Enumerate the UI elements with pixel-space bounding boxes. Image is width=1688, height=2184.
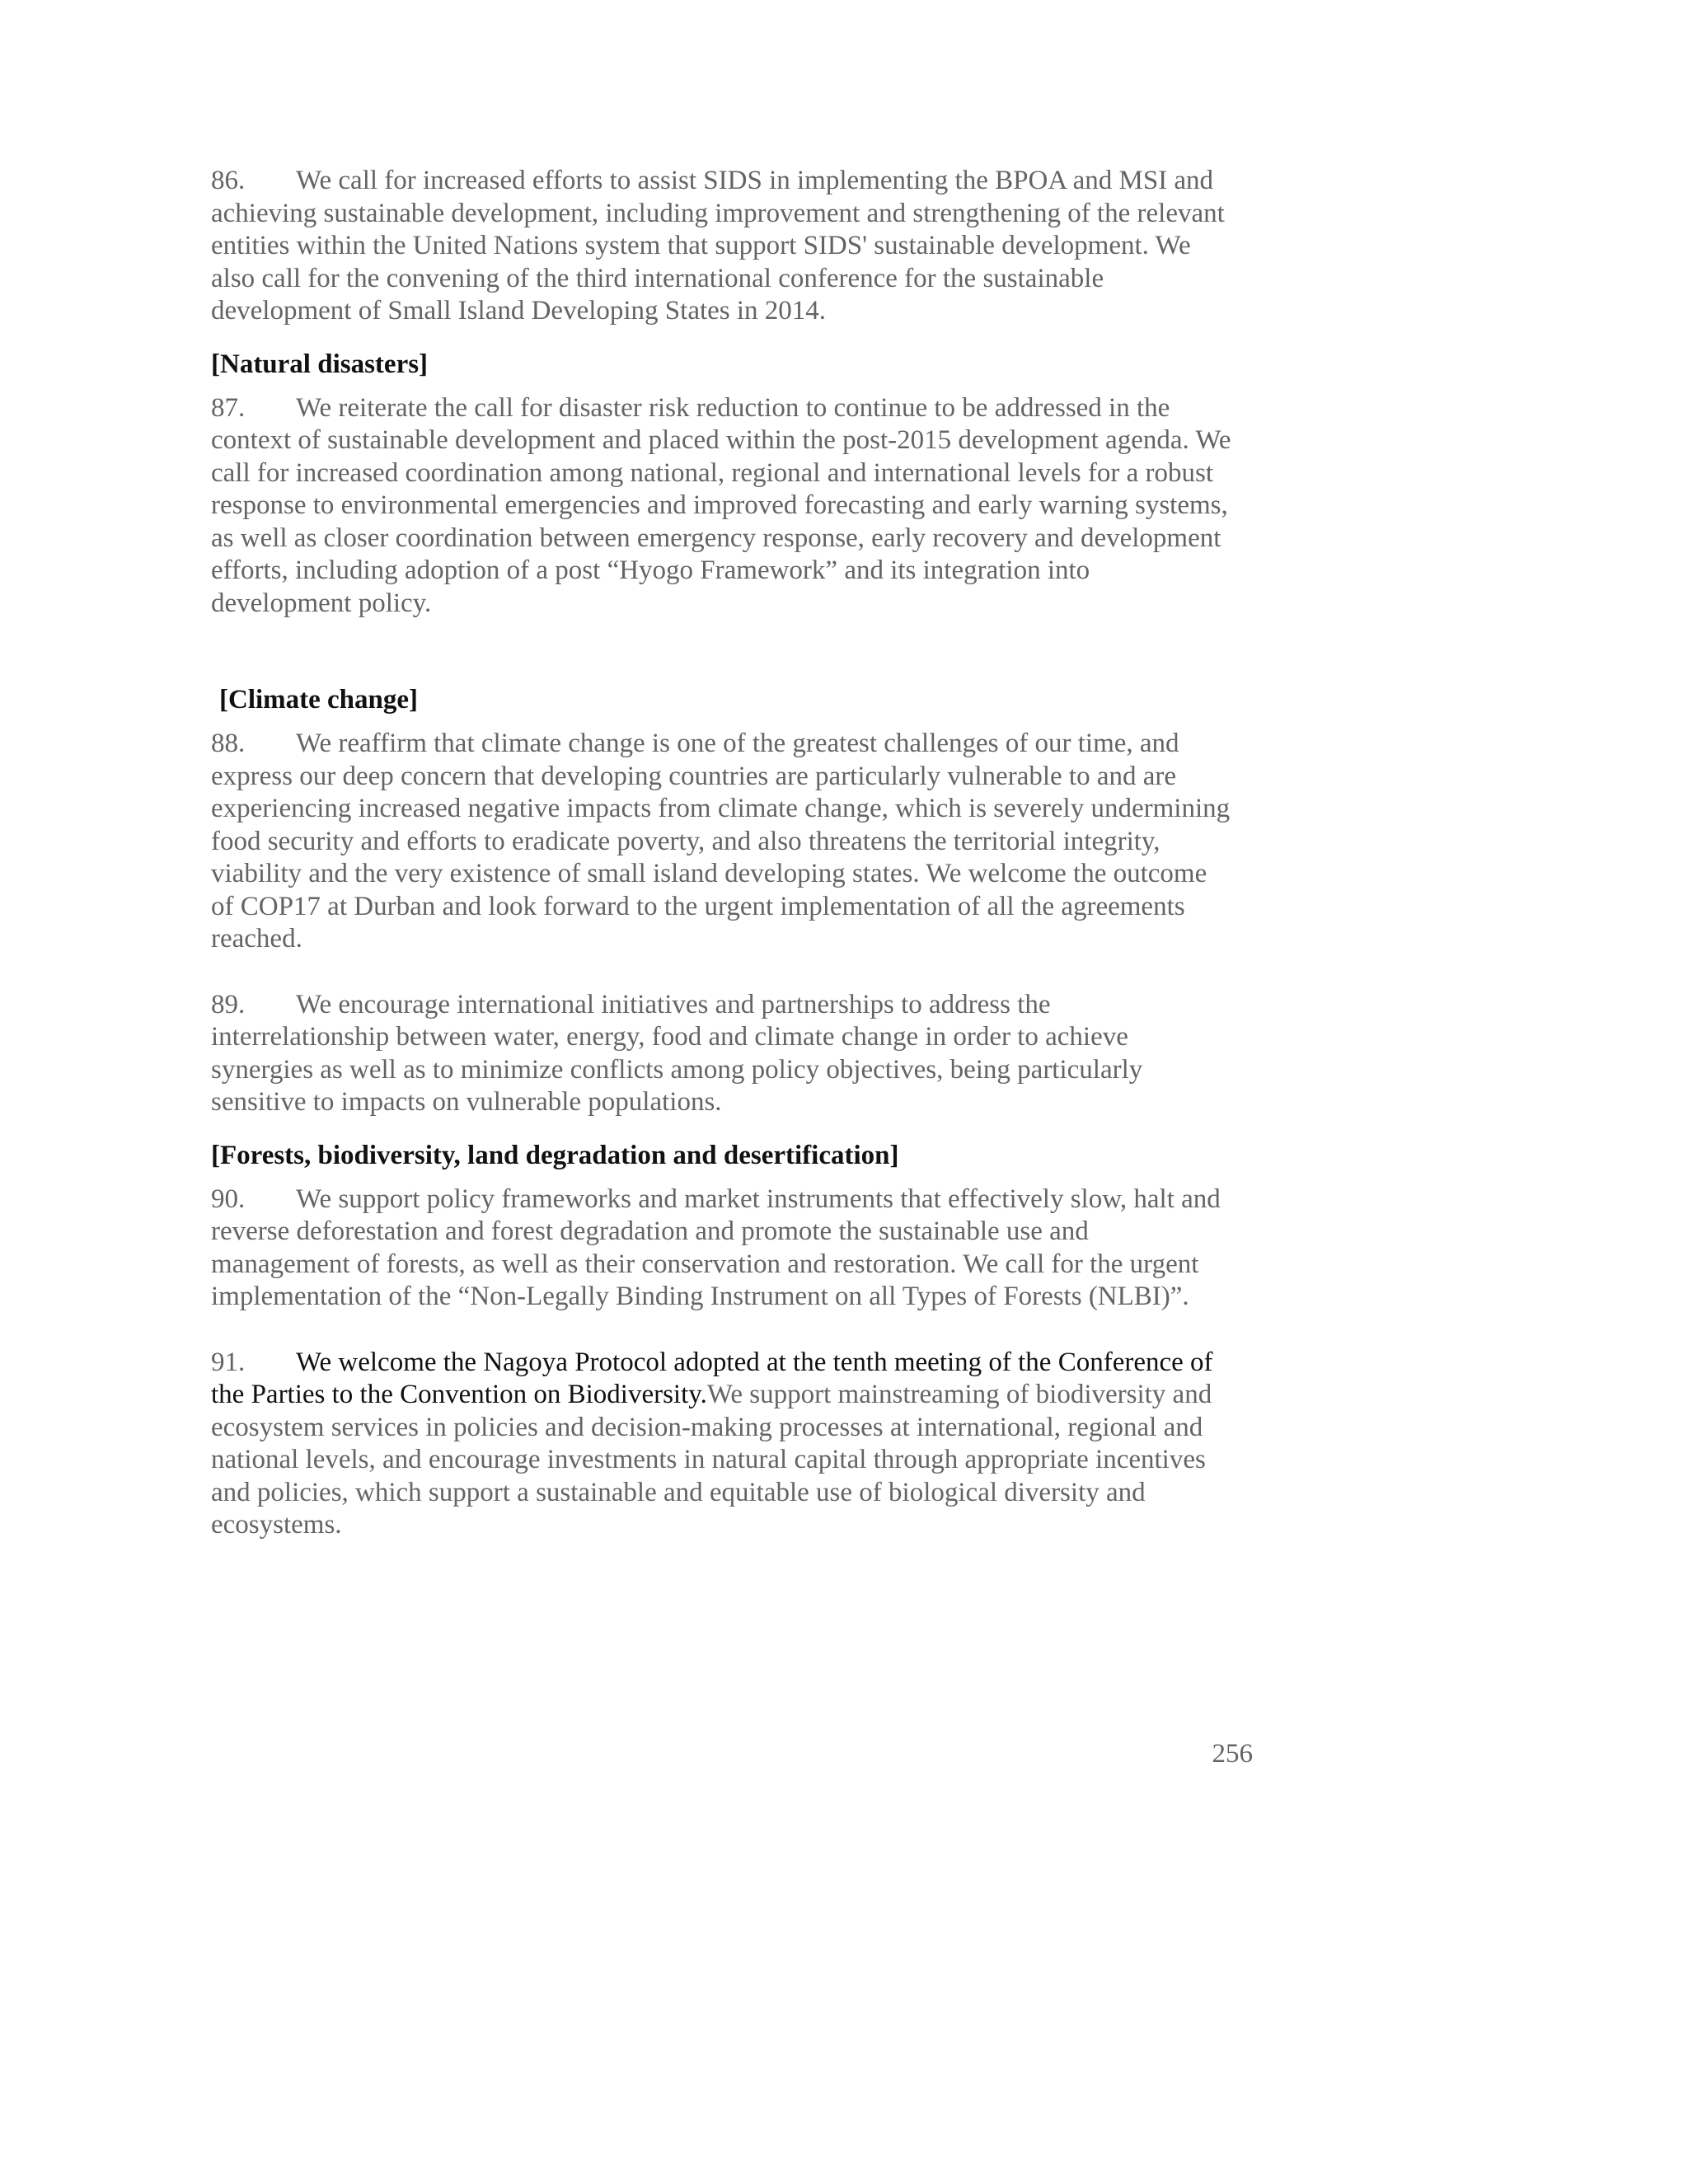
paragraph-number: 88. — [211, 729, 246, 758]
paragraph-90 — [211, 1183, 1233, 1314]
paragraph-91 — [211, 1347, 1233, 1542]
paragraph-text: We encourage international initiatives and partnerships to address the interrelationship between water, energy, food and climate change in order to achieve synergies as well as to minimize conflicts among policy objectives, being particularly sensitive to impacts on vulnerable populations. — [211, 989, 1143, 1117]
paragraph-text: We call for increased efforts to assist SIDS in implementing the BPOA and MSI and achieving sustainable development, including improvement and strengthening of the relevant entities within the United Nations system that support SIDS' sustainable development. We also call for the convening of the third international conference for the sustainable development of Small Island Developing States in 2014. — [211, 166, 1225, 326]
paragraph-text: We reiterate the call for disaster risk reduction to continue to be addressed in the context of sustainable development and placed within the post-2015 development agenda. We call for increased coordination among national, regional and international levels for a robust response to environmental emergencies and improved forecasting and early warning systems, as well as closer coordination between emergency response, early recovery and development efforts, including adoption of a post “Hyogo Framework” and its integration into development policy. — [211, 392, 1231, 618]
paragraph-86 — [211, 165, 1233, 328]
paragraph-text: We reaffirm that climate change is one of the greatest challenges of our time, and express our deep concern that developing countries are particularly vulnerable to and are experiencing increased negative impacts from climate change, which is severely undermining food security and efforts to eradicate poverty, and also threatens the territorial integrity, viability and the very existence of small island developing states. We welcome the outcome of COP17 at Durban and look forward to the urgent implementation of all the agreements reached. — [211, 729, 1231, 954]
paragraph-text: We support mainstreaming of biodiversity and ecosystem services in policies and decision-making processes at international, regional and national levels, and encourage investments in natural capital through appropriate incentives and policies, which support a sustainable and equitable use of biological diversity and ecosystems. — [211, 1380, 1212, 1540]
page-number: 256 — [1212, 1739, 1253, 1769]
paragraph-number: 91. — [211, 1347, 246, 1377]
paragraph-emphasis-text: We welcome the Nagoya Protocol adopted at the tenth meeting of the Conference of the Parties to the Convention on Biodiversity. — [211, 1347, 1213, 1409]
paragraph-number: 90. — [211, 1183, 246, 1214]
paragraph-number: 86. — [211, 166, 246, 195]
paragraph-89 — [211, 989, 1233, 1119]
paragraph-88 — [211, 728, 1233, 956]
paragraph-number: 89. — [211, 989, 246, 1019]
paragraph-number: 87. — [211, 392, 246, 423]
section-heading-climate-change: [Climate change] — [219, 685, 419, 715]
section-heading-forests: [Forests, biodiversity, land degradation and desertification] — [211, 1140, 899, 1170]
page-content — [211, 165, 1233, 1542]
paragraph-87 — [211, 392, 1233, 621]
paragraph-text: We support policy frameworks and market instruments that effectively slow, halt and reverse deforestation and forest degradation and promote the sustainable use and management of forests, as well as their conservation and restoration. We call for the urgent implementation of the “Non-Legally Binding Instrument on all Types of Forests (NLBI)”. — [211, 1183, 1221, 1311]
section-heading-natural-disasters: [Natural disasters] — [211, 349, 429, 379]
